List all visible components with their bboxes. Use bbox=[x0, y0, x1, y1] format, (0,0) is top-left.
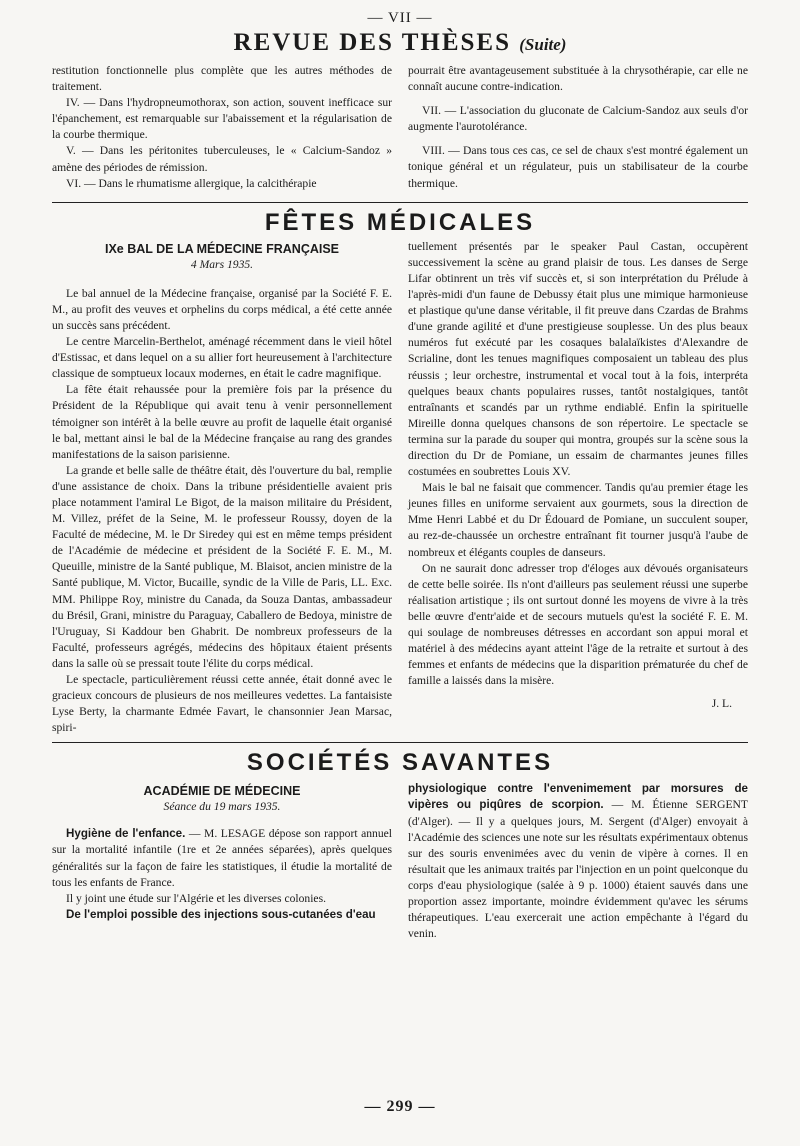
societes-paragraph: Il y joint une étude sur l'Algérie et les diverses colonies. bbox=[66, 891, 326, 905]
seance-date: Séance du 19 mars 1935. bbox=[163, 800, 281, 814]
fetes-paragraph: Mais le bal ne faisait que commencer. Tandis qu'au premier étage les jeunes filles en uniforme servaient aux gourmets, sous la direction de Mme Henri Labbé et du Dr Édouard de Pomiane, un succulent souper, au rez-de-chaussée un orchestre entraînant fit tourner jusqu'à l'aube de nombreux et élégants couples de danseurs. bbox=[408, 481, 748, 559]
fetes-columns bbox=[52, 239, 748, 737]
paragraph-lead: Hygiène de l'enfance. bbox=[66, 827, 186, 841]
theses-columns bbox=[52, 63, 748, 192]
section-title-fetes: FÊTES MÉDICALES bbox=[264, 208, 536, 236]
section-title-theses bbox=[52, 29, 748, 59]
theses-paragraph: VI. — Dans le rhumatisme allergique, la calcithérapie bbox=[66, 176, 317, 190]
paragraph-lead: De l'emploi possible des injections sous-cutanées d'eau bbox=[66, 907, 376, 921]
journal-page bbox=[52, 10, 748, 1136]
fetes-paragraph: tuellement présentés par le speaker Paul Castan, occupèrent successivement la scène au grand plaisir de tous. Les danses de Serge Lifar obtinrent un très vif succès et, si son interprétation du Prélude à l'après-midi d'un faune de Debussy était plus une mimique harmonieuse et plastique qu'une danse véritable, il fit preuve dans Czardas de Brahms d'une grande agilité et d'une prestigieuse souplesse. Un des plus beaux numéros fut exécuté par les cosaques balalaïkistes d'Alexandre de Scrialine, dont les tenues magnifiques composaient un tableau des plus réussis ; leur orchestre, instrumental et vocal tout à la fois, interpréta quelques beaux chants populaires russes, tantôt nostalgiques, tantôt entraînants et scandés par un rythme endiablé. Enfin la spirituelle Mireille donna quelques chansons de son répertoire. Le spectacle se termina sur la parade du souper qui montra, groupés sur la scène sous la direction du Dr de Pomiane, un essaim de charmantes jeunes filles costumées en soubrettes Louis XV. bbox=[408, 239, 748, 479]
fetes-paragraph: Le bal annuel de la Médecine française, organisé par la Société F. E. M., au profit des veuves et orphelins du corps médical, a été cette année un succès sans précédent. bbox=[52, 286, 392, 332]
theses-paragraph: VIII. — Dans tous ces cas, ce sel de chaux s'est montré également un tonique général et un régulateur, puis un stabilisateur de la courbe thermique. bbox=[408, 144, 748, 190]
theses-paragraph: V. — Dans les péritonites tuberculeuses, le « Calcium-Sandoz » amène des périodes de rémission. bbox=[52, 144, 392, 174]
theses-paragraph: VII. — L'association du gluconate de Calcium-Sandoz aux seuls d'or augmente l'aurotolérance. bbox=[408, 104, 748, 134]
fetes-right-column bbox=[408, 239, 748, 737]
theses-paragraph: IV. — Dans l'hydropneumothorax, son action, souvent inefficace sur l'épanchement, est remarquable sur l'abaissement et la régularisation de la courbe thermique. bbox=[52, 96, 392, 142]
societes-paragraph bbox=[408, 781, 748, 942]
theses-title-text: REVUE DES THÈSES bbox=[233, 29, 511, 56]
societes-left-column bbox=[52, 781, 392, 942]
theses-right-column bbox=[408, 63, 748, 192]
theses-left-column bbox=[52, 63, 392, 192]
fetes-paragraph: La fête était rehaussée pour la première fois par la présence du Président de la République qui avait tenu à venir personnellement témoigner son intérêt à la belle œuvre au profit de laquelle était organisé le bal, mettant ainsi le bal de la Médecine française au rang des grandes manifestations de la saison parisienne. bbox=[52, 383, 392, 461]
paragraph-text: — M. LESAGE dépose son rapport annuel sur la mortalité infantile (1re et 2e années séparées), après quelques généralités sur la façon de faire les statistiques, il étudie la mortalité de tous les enfants de France. bbox=[52, 827, 392, 889]
roman-folio: — VII — bbox=[367, 10, 433, 26]
theses-suite-label: (Suite) bbox=[519, 35, 567, 54]
theses-paragraph: restitution fonctionnelle plus complète que les autres méthodes de traitement. bbox=[52, 64, 392, 94]
fetes-paragraph: Le spectacle, particulièrement réussi cette année, était donné avec le gracieux concours de plusieurs de nos meilleures vedettes. La fantaisiste Lyse Berty, la charmante Edmée Favart, le chansonnier Jean Marsac, spiri- bbox=[52, 673, 392, 735]
fetes-paragraph: On ne saurait donc adresser trop d'éloges aux dévoués organisateurs de cette belle soirée. Ils n'ont d'ailleurs pas seulement réussi une superbe réalisation artistique ; ils ont surtout donné les moyens de vivre à la très belle œuvre d'entr'aide et de secours mutuels qu'est la société F. E. M. qui soulage de nombreuses détresses en accordant son appui moral et matériel à des médecins ayant atteint l'âge de la retraite et surtout à des femmes et enfants de médecins que la disparition prématurée du chef de famille a laissés dans la misère. bbox=[408, 561, 748, 688]
section-divider bbox=[52, 202, 748, 203]
page-number: — 299 — bbox=[364, 1098, 436, 1115]
societes-paragraph bbox=[52, 907, 392, 923]
author-signature: J. L. bbox=[711, 697, 732, 711]
societes-columns bbox=[52, 781, 748, 942]
fetes-paragraph: La grande et belle salle de théâtre était, dès l'ouverture du bal, remplie d'une assistance de choix. Dans la tribune présidentielle avaient pris place notamment l'amiral Le Bigot, de la maison militaire du Président, M. Villez, préfet de la Seine, M. le professeur Roussy, doyen de la Faculté de médecine, M. le Dr Siredey qui est en même temps président de l'Académie de médecine et président de la Société F. E. M., M. Queuille, ministre de la Santé publique, M. Blaisot, ancien ministre de la Santé publique, M. Victor, Bucaille, syndic de la Ville de Paris, LL. Exc. MM. Philippe Roy, ministre du Canada, da Souza Dantas, ambassadeur du Brésil, Grani, ministre du Paraguay, Caballero de Bedoya, ministre de l'Uruguay, Si Kaddour ben Ghabrit. De nombreux professeurs de la Faculté, professeurs agrégés, médecins des hôpitaux étaient présents dans la salle où se pressait toute l'élite du corps médical. bbox=[52, 463, 392, 670]
paragraph-lead: physiologique contre l'envenimement par morsures de vipères ou piqûres de scorpion. bbox=[408, 782, 748, 812]
theses-paragraph: pourrait être avantageusement substituée à la chrysothérapie, car elle ne connaît aucune contre-indication. bbox=[408, 64, 748, 94]
paragraph-text: — M. Étienne SERGENT (d'Alger). — Il y a quelques jours, M. Sergent (d'Alger) envoyait à l'Académie des sciences une note sur les résultats expérimentaux obtenus sur des souris envenimées avec du venin de vipère à cornes. Il en résultait que les animaux traités par l'injection en un point quelconque du corps d'eau physiologique (salée à 9 p. 1000) étaient sauvés dans une proportion assez importante, moindre évidemment qu'avec les sérums thérapeutiques. L'eau exercerait une action empêchante à l'égard du venin. bbox=[408, 798, 748, 941]
section-divider bbox=[52, 742, 748, 743]
fetes-subheading: IXe BAL DE LA MÉDECINE FRANÇAISE bbox=[104, 241, 340, 256]
academie-subheading: ACADÉMIE DE MÉDECINE bbox=[143, 784, 301, 799]
societes-paragraph bbox=[52, 826, 392, 890]
section-title-societes: SOCIÉTÉS SAVANTES bbox=[246, 749, 554, 777]
fetes-paragraph: Le centre Marcelin-Berthelot, aménagé récemment dans le vieil hôtel d'Estissac, et dans lequel on a su allier fort heureusement à l'architecture classique de somptueux locaux modernes, en était le cadre magnifique. bbox=[52, 335, 392, 381]
societes-right-column bbox=[408, 781, 748, 942]
fetes-left-column bbox=[52, 239, 392, 737]
fetes-date: 4 Mars 1935. bbox=[190, 257, 254, 271]
